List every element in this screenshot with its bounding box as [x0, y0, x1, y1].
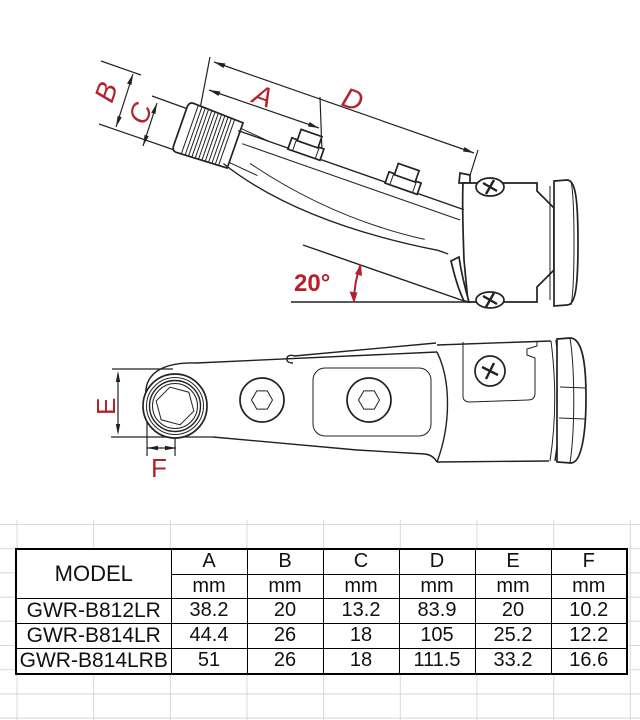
hex-bolt-right — [347, 378, 391, 422]
col-header-e: E — [475, 549, 551, 574]
col-header-c: C — [323, 549, 399, 574]
top-view-diagram — [0, 0, 640, 330]
model-header-cell: MODEL — [16, 549, 171, 598]
table-row — [16, 623, 627, 648]
unit-cell: mm — [323, 574, 399, 598]
value-cell: 13.2 — [323, 598, 399, 623]
motor-housing — [459, 173, 578, 308]
angle-label: 20° — [294, 270, 331, 297]
unit-cell: mm — [171, 574, 247, 598]
model-name-cell: GWR-B812LR — [16, 598, 171, 623]
ratchet-arm — [167, 91, 471, 261]
dim-label-b: B — [88, 78, 124, 106]
value-cell: 51 — [171, 648, 247, 674]
model-name-cell: GWR-B814LR — [16, 623, 171, 648]
value-cell: 20 — [247, 598, 323, 623]
hex-bolt-left — [240, 378, 284, 422]
extension-lines — [99, 57, 478, 188]
value-cell: 18 — [323, 623, 399, 648]
value-cell: 105 — [399, 623, 475, 648]
unit-cell: mm — [475, 574, 551, 598]
side-view-diagram — [0, 330, 640, 520]
value-cell: 83.9 — [399, 598, 475, 623]
dim-label-e: E — [91, 397, 121, 415]
header-letter-row — [16, 549, 627, 574]
unit-cell: mm — [551, 574, 627, 598]
value-cell: 12.2 — [551, 623, 627, 648]
col-header-f: F — [551, 549, 627, 574]
value-cell: 26 — [247, 623, 323, 648]
value-cell: 25.2 — [475, 623, 551, 648]
side-motor-body — [437, 338, 586, 463]
dim-label-a: A — [249, 78, 277, 114]
dim-label-f: F — [151, 453, 167, 483]
value-cell: 44.4 — [171, 623, 247, 648]
model-name-cell: GWR-B814LRB — [16, 648, 171, 674]
table-row — [16, 648, 627, 674]
col-header-b: B — [247, 549, 323, 574]
value-cell: 16.6 — [551, 648, 627, 674]
phillips-screw-side-icon — [475, 356, 505, 386]
value-cell: 20 — [475, 598, 551, 623]
value-cell: 38.2 — [171, 598, 247, 623]
angle-annotation — [294, 264, 362, 303]
value-cell: 111.5 — [399, 648, 475, 674]
rear-boss — [385, 161, 425, 194]
phillips-screw-bottom-icon — [476, 292, 504, 308]
col-header-a: A — [171, 549, 247, 574]
spec-table — [15, 548, 628, 675]
phillips-screw-top-icon — [476, 178, 504, 196]
dim-label-c: C — [122, 98, 159, 128]
dim-label-d: D — [338, 81, 368, 118]
value-cell: 33.2 — [475, 648, 551, 674]
col-header-d: D — [399, 549, 475, 574]
value-cell: 10.2 — [551, 598, 627, 623]
ratchet-ring — [143, 374, 207, 438]
table-row — [16, 598, 627, 623]
unit-cell: mm — [399, 574, 475, 598]
unit-cell: mm — [247, 574, 323, 598]
value-cell: 26 — [247, 648, 323, 674]
value-cell: 18 — [323, 648, 399, 674]
